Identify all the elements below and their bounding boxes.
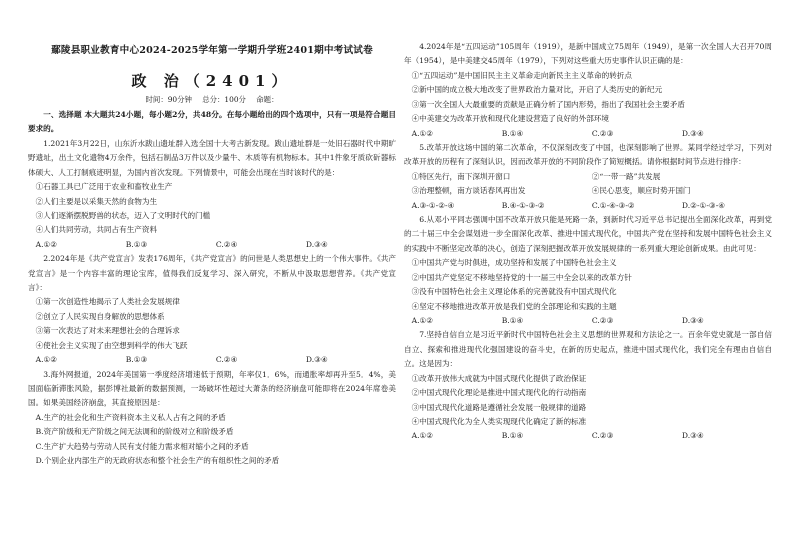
exam-title: 鄢陵县职业教育中心2024-2025学年第一学期升学班2401期中考试试卷 <box>51 45 373 56</box>
option: ④民心思变，顺应时势开国门 <box>591 186 691 196</box>
answer-c: C.②③ <box>591 128 614 138</box>
question-stem: 3.海外网报道，2024年美国第一季度经济增速低于预期，年率仅1．6%，而通胀率却再升至5．4%，美国面临新滞胀风险，据彭博社最新的数据预测，一场破坏性超过大萧条的经济崩盘可能即将在2024年席卷美国。如果美国经济崩盘，其直接原因是： <box>28 369 396 408</box>
question-stem: 7.坚持自信自立是习近平新时代中国特色社会主义思想的世界观和方法论之一。百余年党史就是一部自信自立、探索和推进现代化强国建设的奋斗史，在新的历史起点，推进中国式现代化，我们完全有理由自信自立。这是因为： <box>404 330 772 369</box>
option: ②创立了人民实现自身解放的思想体系 <box>35 311 165 321</box>
option: ④人们共同劳动，共同占有生产资料 <box>35 225 158 235</box>
question-stem: 6.从邓小平同志强调中国不改革开放只能是死路一条，到新时代习近平总书记提出全面深化改革，再到党的二十届三中全会谋划进一步全面深化改革、推进中国式现代化，中国共产党在坚持和发展中国特色社会主义的实践中不断坚定改革的决心，创造了深刻把握改革开放发展规律的一系列重大理论创新成果。由此可见： <box>404 215 772 253</box>
answer-choices <box>404 429 772 443</box>
option: ①石器工具已广泛用于农业和畜牧业生产 <box>35 182 173 192</box>
section-heading: 一、选择题 本大题共24小题，每小题2分，共48分。在每小题给出的四个选项中，只有一项是符合题目要求的。 <box>28 110 396 134</box>
answer-b: B.①④ <box>501 316 524 326</box>
answer-d: D.③④ <box>681 316 704 326</box>
question-2 <box>28 252 396 367</box>
answer-a: A.③-①-②-④ <box>411 200 455 210</box>
question-4 <box>404 40 772 141</box>
answer-c: C.②③ <box>591 316 614 326</box>
answer-d: D.③④ <box>305 239 328 249</box>
answer-choices <box>404 199 772 213</box>
answer-c: C.②③ <box>591 431 614 441</box>
answer-choices <box>28 353 396 367</box>
option: ②中国共产党坚定不移地坚持党的十一届三中全会以来的改革方针 <box>411 272 632 282</box>
answer-a: A.①② <box>411 128 434 138</box>
option: ④中美建交为改革开放和现代化建设营造了良好的外部环境 <box>411 114 610 124</box>
option: ③人们逐渐摆脱野兽的状态，迈入了文明时代的门槛 <box>35 210 211 220</box>
option: ③没有中国特色社会主义理论体系的完善就没有中国式现代化 <box>411 287 617 297</box>
answer-b: B.④-①-③-② <box>501 200 545 210</box>
option: ②“一带一路”共发展 <box>591 171 661 181</box>
answer-c: C.②④ <box>215 239 238 249</box>
exam-examiner: 命题： <box>256 95 279 104</box>
option: ②新中国的成立极大地改变了世界政治力量对比，开启了人类历史的新纪元 <box>411 85 663 95</box>
answer-c: C.②④ <box>215 355 238 365</box>
exam-time: 时间：90分钟 <box>145 95 192 104</box>
option: ④中国式现代化为全人类实现现代化确定了新的标准 <box>411 416 587 426</box>
answer-d: D.③④ <box>681 431 704 441</box>
option: ①“五四运动”是中国旧民主主义革命走向新民主主义革命的转折点 <box>411 70 632 80</box>
option: ②中国式现代化理论是推进中国式现代化的行动指南 <box>411 388 587 398</box>
exam-meta <box>28 94 396 105</box>
option: A.生产的社会化和生产资料资本主义私人占有之间的矛盾 <box>35 412 226 422</box>
answer-a: A.①② <box>35 355 58 365</box>
option: ③第一次表达了对未来理想社会的合理诉求 <box>35 326 180 336</box>
option: ③治理整顿，南方谈话春风再出发 <box>411 186 526 196</box>
option-row <box>404 184 772 198</box>
option: ③中国式现代化道路是遵循社会发展一般规律的道路 <box>411 402 587 412</box>
question-3 <box>28 368 396 469</box>
option: ①第一次创造性地揭示了人类社会发展规律 <box>35 297 180 307</box>
answer-d: D.②-①-③-④ <box>681 200 726 210</box>
right-column <box>404 40 772 444</box>
question-stem: 4.2024年是“五四运动”105周年（1919），是新中国成立75周年（1949），是第一次全国人大召开70周年（1954），是中美建交45周年（1979），下列对这些重大历史事件认识正确的是： <box>404 42 772 66</box>
question-1 <box>28 137 396 252</box>
answer-b: B.①④ <box>501 431 524 441</box>
exam-score: 总分：100分 <box>202 95 246 104</box>
question-stem: 5.改革开放这场中国的第二次革命，不仅深刻改变了中国，也深刻影响了世界。某同学经过学习，下列对改革开放的历程有了深刻认识，因而改革开放的不同阶段作了简短概括。请你根据时间节点进行排序： <box>404 142 772 167</box>
option: ②人们主要是以采集天然的食物为生 <box>35 196 158 206</box>
question-7 <box>404 328 772 443</box>
answer-a: A.①② <box>411 316 434 326</box>
answer-choices <box>28 238 396 252</box>
answer-b: B.①③ <box>125 239 148 249</box>
answer-a: A.①② <box>35 239 58 249</box>
answer-d: D.③④ <box>305 355 328 365</box>
subject-title: 政 治（2401） <box>131 72 293 90</box>
answer-c: C.①-④-③-② <box>591 200 635 210</box>
option: C.生产扩大趋势与劳动人民有支付能力需求相对缩小之间的矛盾 <box>35 441 249 451</box>
option: ④使社会主义实现了由空想到科学的伟大飞跃 <box>35 340 188 350</box>
answer-choices <box>404 127 772 141</box>
option: B.资产阶级和无产阶级之间无法调和的阶级对立和阶级矛盾 <box>35 427 234 437</box>
option: ①中国共产党与时俱进，成功坚持和发展了中国特色社会主义 <box>411 258 617 268</box>
answer-b: B.①③ <box>125 355 148 365</box>
option: D.个别企业内部生产的无政府状态和整个社会生产的有组织性之间的矛盾 <box>35 456 280 466</box>
option: ④坚定不移地推进改革开放是我们党的全部理论和实践的主题 <box>411 301 617 311</box>
question-stem: 2.2024年是《共产党宣言》发表176周年，《共产党宣言》的问世是人类思想史上的一个伟大事件。《共产党宣言》是一个内容丰富的理论宝库，值得我们反复学习、深入研究，不断从中汲取思想营养。《共产党宣言》： <box>28 254 396 293</box>
question-6 <box>404 213 772 328</box>
left-column <box>28 108 396 469</box>
question-stem: 1.2021年3月22日，山东沂水跋山遗址群入选全国十大考古新发现。跋山遗址群是一处旧石器时代中期旷野遗址，出土文化遗物4万余件，包括石制品3万件以及少量牛、木质等有机物标本。其中1件象牙质砍斫器标体硕大、人工打制痕迹明显，为国内首次发现。下列情景中，可能会出现在当时该时代的是： <box>28 138 396 177</box>
question-5 <box>404 141 772 213</box>
answer-a: A.①② <box>411 431 434 441</box>
option: ①特区先行，南下深圳开窗口 <box>411 171 511 181</box>
answer-d: D.③④ <box>681 128 704 138</box>
answer-choices <box>404 314 772 328</box>
option-row <box>404 170 772 184</box>
option: ③第一次全国人大最重要的贡献是正确分析了国内形势，指出了我国社会主要矛盾 <box>411 99 685 109</box>
answer-b: B.①④ <box>501 128 524 138</box>
option: ①改革开放伟大成就为中国式现代化提供了政治保证 <box>411 373 587 383</box>
